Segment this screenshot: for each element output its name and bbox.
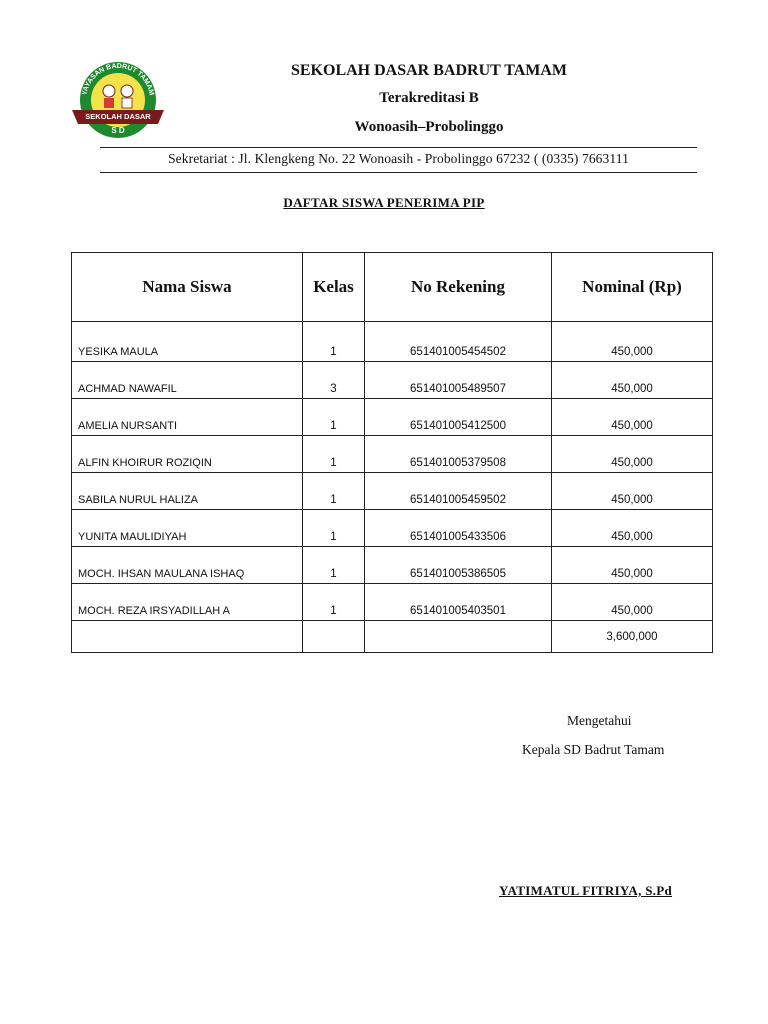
header-nominal: Nominal (Rp) <box>552 253 713 322</box>
nominal-amount: 450,000 <box>552 547 713 584</box>
header-rekening: No Rekening <box>365 253 552 322</box>
svg-text:YAYASAN BADRUT TAMAM: YAYASAN BADRUT TAMAM <box>81 62 155 96</box>
total-row <box>72 621 713 653</box>
principal-name: YATIMATUL FITRIYA, S.Pd <box>499 883 673 898</box>
table-row <box>72 510 713 547</box>
account-number: 651401005459502 <box>365 473 552 510</box>
student-class: 1 <box>303 399 365 436</box>
account-number: 651401005403501 <box>365 584 552 621</box>
document-title: DAFTAR SISWA PENERIMA PIP <box>283 195 485 210</box>
table-row <box>72 362 713 399</box>
student-name: MOCH. IHSAN MAULANA ISHAQ <box>72 547 303 584</box>
student-name: ACHMAD NAWAFIL <box>72 362 303 399</box>
nominal-amount: 450,000 <box>552 584 713 621</box>
header-nama: Nama Siswa <box>72 253 303 322</box>
table-row <box>72 584 713 621</box>
header-divider-top <box>100 147 697 148</box>
students-table <box>71 252 713 653</box>
student-class: 3 <box>303 362 365 399</box>
student-class: 1 <box>303 584 365 621</box>
total-amount: 3,600,000 <box>552 621 713 653</box>
student-name: AMELIA NURSANTI <box>72 399 303 436</box>
nominal-amount: 450,000 <box>552 322 713 362</box>
svg-text:S D: S D <box>111 126 125 135</box>
table-header-row <box>72 253 713 322</box>
student-name: YESIKA MAULA <box>72 322 303 362</box>
nominal-amount: 450,000 <box>552 362 713 399</box>
total-empty-cell <box>72 621 303 653</box>
table-row <box>72 322 713 362</box>
student-class: 1 <box>303 436 365 473</box>
student-class: 1 <box>303 547 365 584</box>
table-row <box>72 473 713 510</box>
table-row <box>72 436 713 473</box>
nominal-amount: 450,000 <box>552 510 713 547</box>
account-number: 651401005412500 <box>365 399 552 436</box>
student-name: SABILA NURUL HALIZA <box>72 473 303 510</box>
acknowledged-label: Mengetahui <box>567 713 632 728</box>
nominal-amount: 450,000 <box>552 473 713 510</box>
student-name: YUNITA MAULIDIYAH <box>72 510 303 547</box>
account-number: 651401005433506 <box>365 510 552 547</box>
svg-text:SEKOLAH DASAR: SEKOLAH DASAR <box>85 112 151 121</box>
account-number: 651401005454502 <box>365 322 552 362</box>
school-name: SEKOLAH DASAR BADRUT TAMAM <box>290 62 568 79</box>
address-line: Sekretariat : Jl. Klengkeng No. 22 Wonoasih - Probolinggo 67232 ( (0335) 7663111 <box>168 151 629 166</box>
header-divider-bottom <box>100 172 697 173</box>
student-class: 1 <box>303 322 365 362</box>
principal-position: Kepala SD Badrut Tamam <box>522 742 665 757</box>
student-class: 1 <box>303 473 365 510</box>
student-class: 1 <box>303 510 365 547</box>
accreditation: Terakreditasi B <box>379 90 479 106</box>
nominal-amount: 450,000 <box>552 436 713 473</box>
header-kelas: Kelas <box>303 253 365 322</box>
account-number: 651401005386505 <box>365 547 552 584</box>
table-row <box>72 399 713 436</box>
nominal-amount: 450,000 <box>552 399 713 436</box>
total-empty-cell <box>365 621 552 653</box>
location: Wonoasih–Probolinggo <box>354 119 504 135</box>
student-name: ALFIN KHOIRUR ROZIQIN <box>72 436 303 473</box>
total-empty-cell <box>303 621 365 653</box>
table-row <box>72 547 713 584</box>
student-name: MOCH. REZA IRSYADILLAH A <box>72 584 303 621</box>
account-number: 651401005379508 <box>365 436 552 473</box>
account-number: 651401005489507 <box>365 362 552 399</box>
